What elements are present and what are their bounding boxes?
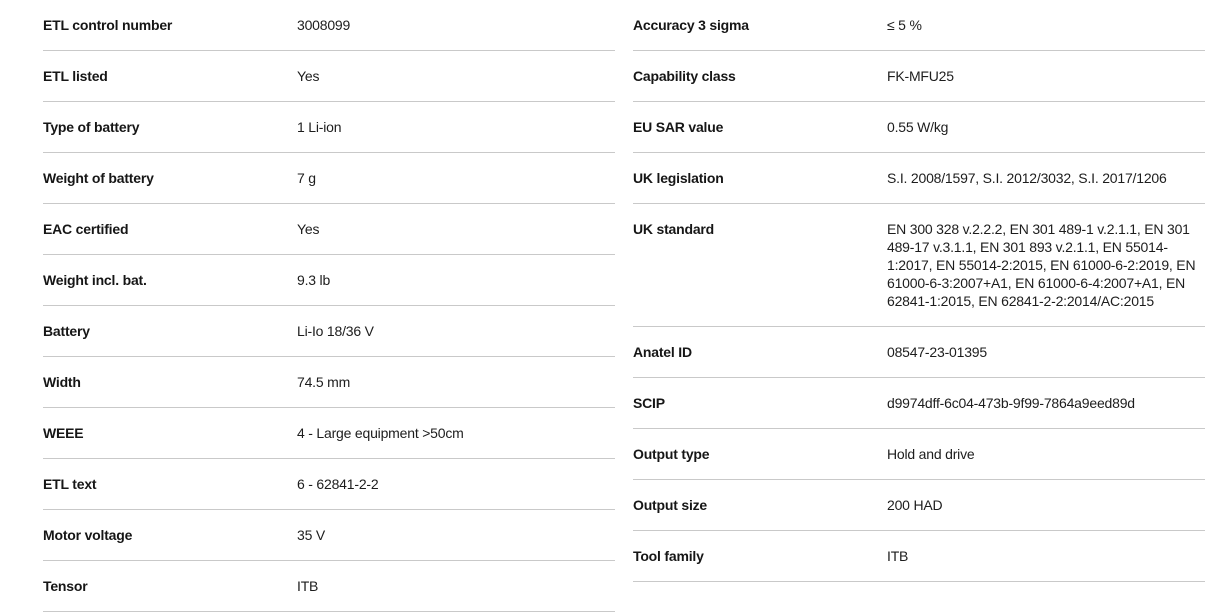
spec-row xyxy=(43,102,615,153)
spec-row xyxy=(633,429,1205,480)
spec-table-left xyxy=(43,0,615,612)
spec-row xyxy=(43,204,615,255)
spec-label: ETL text xyxy=(43,476,97,492)
spec-row xyxy=(633,204,1205,327)
spec-row xyxy=(633,0,1205,51)
spec-value: 0.55 W/kg xyxy=(887,119,949,135)
spec-value: 4 - Large equipment >50cm xyxy=(297,425,464,441)
spec-value: 1 Li-ion xyxy=(297,119,342,135)
spec-row xyxy=(633,153,1205,204)
spec-row xyxy=(43,51,615,102)
spec-label: Accuracy 3 sigma xyxy=(633,17,749,33)
spec-value: Hold and drive xyxy=(887,446,975,462)
spec-label: Battery xyxy=(43,323,90,339)
spec-table-right xyxy=(633,0,1205,582)
spec-value: Yes xyxy=(297,68,320,84)
spec-value: 08547-23-01395 xyxy=(887,344,987,360)
spec-label: Weight of battery xyxy=(43,170,154,186)
spec-value: d9974dff-6c04-473b-9f99-7864a9eed89d xyxy=(887,395,1135,411)
spec-row xyxy=(43,357,615,408)
spec-label: Tool family xyxy=(633,548,704,564)
spec-row xyxy=(633,327,1205,378)
spec-row xyxy=(633,531,1205,582)
spec-value: ITB xyxy=(887,548,909,564)
spec-value: EN 300 328 v.2.2.2, EN 301 489-1 v.2.1.1, EN 301 489-17 v.3.1.1, EN 301 893 v.2.1.1, EN 55014-1:2017, EN 55014-2:2015, EN 61000-6-2:2019, EN 61000-6-3:2007+A1, EN 61000-6-4:2007+A1, EN 62841-1:2015, EN 62841-2-2:2014/AC:2015 xyxy=(887,221,1196,309)
spec-value: FK-MFU25 xyxy=(887,68,954,84)
spec-value: 7 g xyxy=(297,170,316,186)
spec-value: Li-Io 18/36 V xyxy=(297,323,374,339)
spec-row xyxy=(43,306,615,357)
spec-value: 9.3 lb xyxy=(297,272,331,288)
spec-row xyxy=(43,153,615,204)
spec-row xyxy=(633,51,1205,102)
spec-row xyxy=(633,102,1205,153)
spec-label: ETL control number xyxy=(43,17,173,33)
spec-label: EAC certified xyxy=(43,221,129,237)
spec-row xyxy=(43,561,615,612)
spec-value: ITB xyxy=(297,578,319,594)
spec-label: Type of battery xyxy=(43,119,140,135)
spec-value: ≤ 5 % xyxy=(887,17,922,33)
spec-label: Width xyxy=(43,374,81,390)
spec-label: WEEE xyxy=(43,425,84,441)
spec-value: 74.5 mm xyxy=(297,374,351,390)
spec-label: ETL listed xyxy=(43,68,108,84)
spec-row xyxy=(43,0,615,51)
spec-label: Capability class xyxy=(633,68,736,84)
spec-label: EU SAR value xyxy=(633,119,724,135)
spec-label: Motor voltage xyxy=(43,527,133,543)
spec-label: Output type xyxy=(633,446,710,462)
spec-value: 35 V xyxy=(297,527,325,543)
spec-label: UK standard xyxy=(633,221,715,237)
spec-row xyxy=(43,408,615,459)
spec-label: UK legislation xyxy=(633,170,724,186)
spec-label: Weight incl. bat. xyxy=(43,272,147,288)
spec-value: 3008099 xyxy=(297,17,351,33)
spec-value: 6 - 62841-2-2 xyxy=(297,476,379,492)
spec-label: SCIP xyxy=(633,395,665,411)
spec-row xyxy=(43,255,615,306)
spec-value: S.I. 2008/1597, S.I. 2012/3032, S.I. 2017/1206 xyxy=(887,170,1167,186)
spec-row xyxy=(43,459,615,510)
spec-label: Tensor xyxy=(43,578,88,594)
spec-row xyxy=(633,480,1205,531)
spec-value: Yes xyxy=(297,221,320,237)
spec-label: Anatel ID xyxy=(633,344,692,360)
spec-row xyxy=(43,510,615,561)
spec-value: 200 HAD xyxy=(887,497,943,513)
spec-row xyxy=(633,378,1205,429)
spec-label: Output size xyxy=(633,497,708,513)
